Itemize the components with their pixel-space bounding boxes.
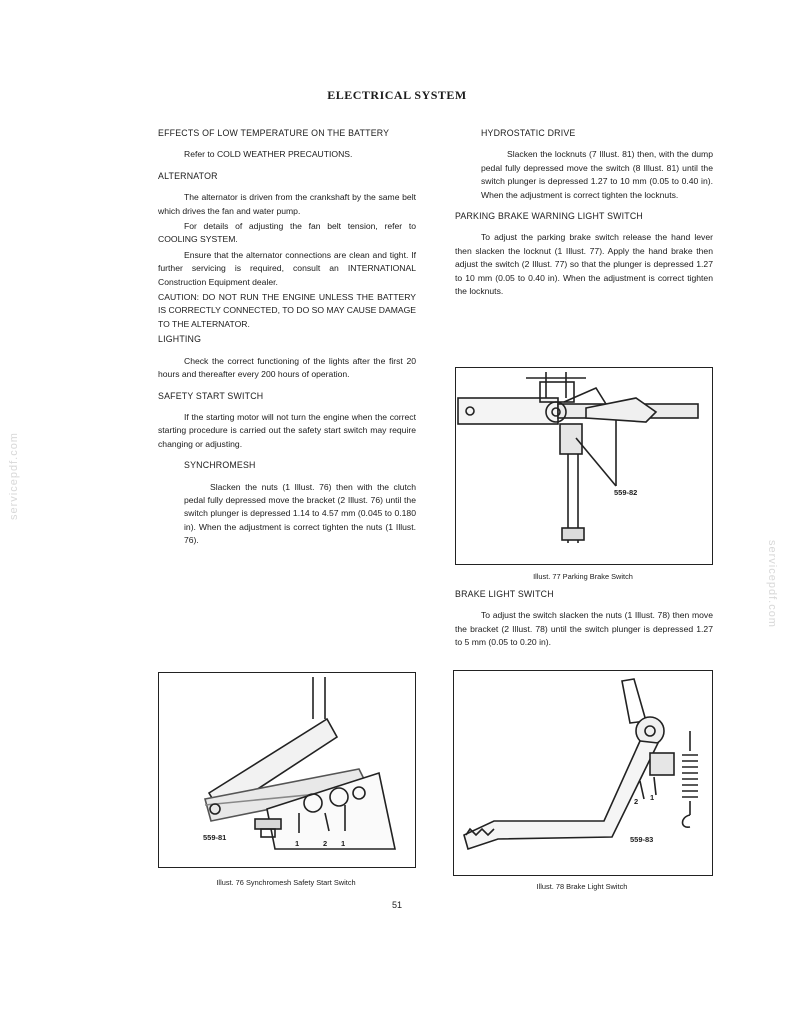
watermark-right: servicepdf.com xyxy=(766,540,778,628)
synchromesh-switch-drawing xyxy=(159,673,415,867)
illustration-76-caption: Illust. 76 Synchromesh Safety Start Switch xyxy=(216,878,356,887)
caution-text: CAUTION: DO NOT RUN THE ENGINE UNLESS THE BATTERY IS CORRECTLY CONNECTED, TO DO SO MAY CAUSE DAMAGE TO THE ALTERNATOR. xyxy=(158,292,416,329)
illustration-78-callout-1: 2 xyxy=(634,797,639,806)
illustration-77-label: 559-82 xyxy=(614,488,638,497)
brake-light-heading: BRAKE LIGHT SWITCH xyxy=(455,589,554,599)
brake-light-text: To adjust the switch slacken the nuts (1 Illust. 78) then move the bracket (2 Illust. 78) until the switch plunger is depressed 1.27 to 5 mm (0.05 to 0.20 in). xyxy=(455,610,713,648)
synchromesh-text: Slacken the nuts (1 Illust. 76) then with the clutch pedal fully depressed move the bracket (2 Illust. 76) until the switch plunger is depressed 1.14 to 4.57 mm (0.045 to 0.180 in). When the adjustment is correct tighten the nuts (1 Illust. 76). xyxy=(184,481,416,546)
right-column-lower xyxy=(455,588,713,658)
watermark-left: servicepdf.com xyxy=(8,432,20,520)
illustration-76-callout-3: 1 xyxy=(341,839,346,848)
illustration-78-caption: Illust. 78 Brake Light Switch xyxy=(536,882,628,891)
illustration-76-label: 559-81 xyxy=(203,833,227,842)
safety-start-heading: SAFETY START SWITCH xyxy=(158,390,264,401)
lighting-text: Check the correct functioning of the lights after the first 20 hours and thereafter every 200 hours of operation. xyxy=(158,355,416,380)
parking-brake-text: To adjust the parking brake switch release the hand lever then slacken the locknut (1 Illust. 77). Apply the hand brake then adjust the switch (2 Illust. 77) so that the plunger is depressed 1.27 to 10 mm (0.05 to 0.40 in). When the adjustment is correct tighten the locknuts. xyxy=(455,232,713,297)
illustration-77-caption: Illust. 77 Parking Brake Switch xyxy=(533,572,633,581)
hydrostatic-heading: HYDROSTATIC DRIVE xyxy=(481,128,576,138)
low-temp-heading: EFFECTS OF LOW TEMPERATURE ON THE BATTERY xyxy=(158,128,390,138)
page-number: 51 xyxy=(391,900,402,910)
illustration-76-callout-1: 1 xyxy=(295,839,300,848)
illustration-77 xyxy=(455,367,713,565)
safety-start-text: If the starting motor will not turn the engine when the correct starting procedure is carried out the safety start switch may require changing or adjusting. xyxy=(158,411,416,449)
left-column xyxy=(158,127,416,556)
hydrostatic-text: Slacken the locknuts (7 Illust. 81) then, with the dump pedal fully depressed move the switch (8 Illust. 81) until the switch plunger is depressed 1.27 to 10 mm (0.05 to 0.40 in). When the adjustment is correct tighten the locknuts. xyxy=(481,149,713,200)
alternator-paragraph-2: For details of adjusting the fan belt tension, refer to COOLING SYSTEM. xyxy=(158,221,416,245)
alternator-heading: ALTERNATOR xyxy=(158,170,218,181)
section-title: ELECTRICAL SYSTEM xyxy=(327,88,467,102)
illustration-78 xyxy=(453,670,713,876)
synchromesh-heading: SYNCHROMESH xyxy=(184,460,256,471)
illustration-78-callout-2: 1 xyxy=(650,793,655,802)
brake-light-switch-drawing xyxy=(454,671,712,875)
parking-brake-heading: PARKING BRAKE WARNING LIGHT SWITCH xyxy=(455,211,643,222)
alternator-paragraph-3: Ensure that the alternator connections are clean and tight. If further servicing is required, consult an INTERNATIONAL Construction Equipment dealer. xyxy=(158,249,416,287)
lighting-heading: LIGHTING xyxy=(158,334,202,345)
right-column xyxy=(455,127,713,306)
illustration-78-label: 559-83 xyxy=(630,835,654,844)
low-temp-text: Refer to COLD WEATHER PRECAUTIONS. xyxy=(184,149,353,160)
alternator-paragraph-1: The alternator is driven from the crankshaft by the same belt which drives the fan and water pump. xyxy=(158,192,416,216)
parking-brake-switch-drawing xyxy=(456,368,712,564)
illustration-76 xyxy=(158,672,416,868)
illustration-76-callout-2: 2 xyxy=(323,839,328,848)
